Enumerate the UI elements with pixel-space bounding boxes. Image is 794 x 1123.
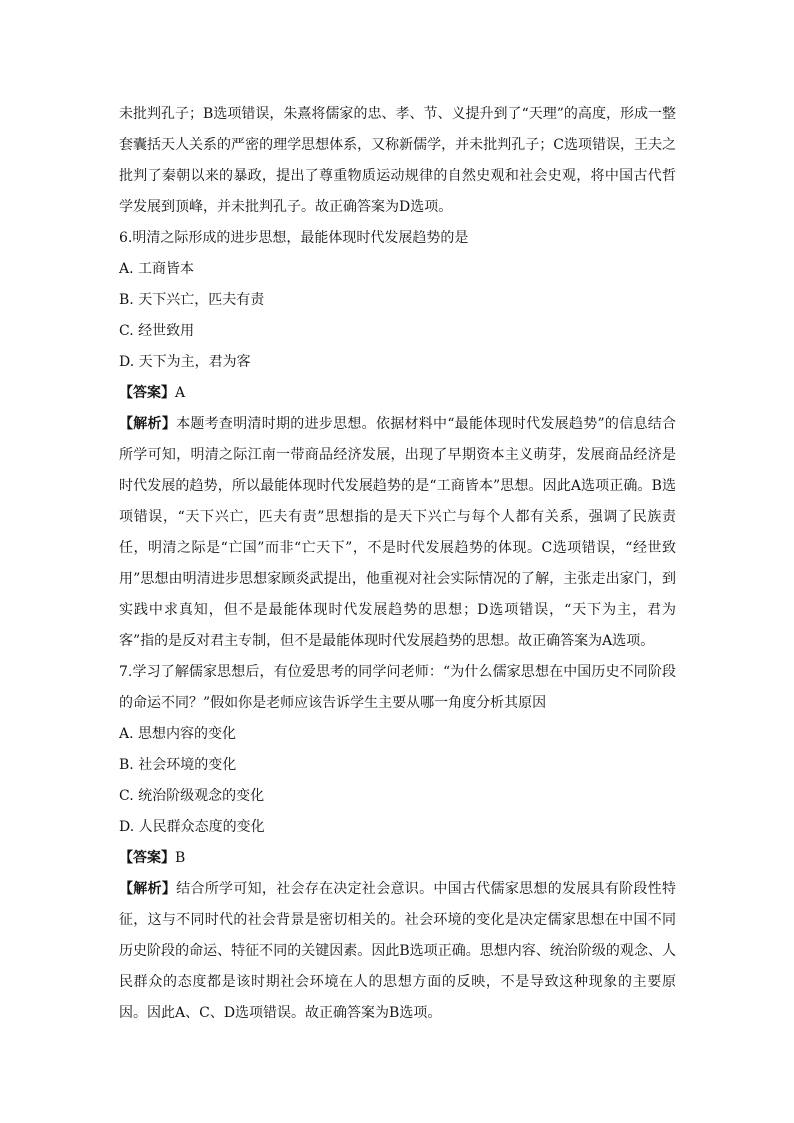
question-6-answer — [119, 378, 676, 409]
analysis-text: 本题考查明清时期的进步思想。依据材料中“最能体现时代发展趋势”的信息结合所学可知，明清之际江南一带商品经济发展，出现了早期资本主义萌芽，发展商品经济是时代发展的趋势，所以最能体现时代发展趋势的是“工商皆本”思想。因此A选项正确。B选项错误，“天下兴亡，匹夫有责”思想指的是天下兴亡与每个人都有关系，强调了民族责任，明清之际是“亡国”而非“亡天下”，不是时代发展趋势的体现。C选项错误，“经世致用”思想由明清进步思想家顾炎武提出，他重视对社会实际情况的了解，主张走出家门，到实践中求真知，但不是最能体现时代发展趋势的思想；D选项错误，“天下为主，君为客”指的是反对君主专制，但不是最能体现时代发展趋势的思想。故正确答案为A选项。 — [119, 416, 677, 649]
question-6-option-b: B. 天下兴亡，匹夫有责 — [119, 292, 265, 308]
analysis-label: 【解析】 — [119, 881, 177, 897]
question-6-analysis — [119, 409, 676, 657]
question-7-stem: 7.学习了解儒家思想后，有位爱思考的同学问老师：“为什么儒家思想在中国历史不同阶段的命运不同？”假如你是老师应该告诉学生主要从哪一角度分析其原因 — [119, 664, 676, 711]
question-6-option-c: C. 经世致用 — [119, 323, 195, 339]
page-content — [119, 99, 676, 1029]
question-7-option-d: D. 人民群众态度的变化 — [119, 819, 265, 835]
question-6-stem: 6.明清之际形成的进步思想，最能体现时代发展趋势的是 — [119, 230, 469, 246]
question-6-option-a: A. 工商皆本 — [119, 261, 195, 277]
question-7-option-b: B. 社会环境的变化 — [119, 757, 237, 773]
answer-value: A — [175, 385, 186, 401]
question-7-analysis — [119, 874, 676, 1029]
continuation-paragraph: 未批判孔子；B选项错误，朱熹将儒家的忠、孝、节、义提升到了“天理”的高度，形成一整套囊括天人关系的严密的理学思想体系，又称新儒学，并未批判孔子；C选项错误，王夫之批判了秦朝以来的暴政，提出了尊重物质运动规律的自然史观和社会史观，将中国古代哲学发展到顶峰，并未批判孔子。故正确答案为D选项。 — [119, 106, 676, 215]
question-7-option-a: A. 思想内容的变化 — [119, 726, 237, 742]
answer-label: 【答案】 — [119, 850, 175, 866]
question-7-answer — [119, 843, 676, 874]
answer-value: B — [175, 850, 186, 866]
analysis-text: 结合所学可知，社会存在决定社会意识。中国古代儒家思想的发展具有阶段性特征，这与不同时代的社会背景是密切相关的。社会环境的变化是决定儒家思想在中国不同历史阶段的命运、特征不同的关键因素。因此B选项正确。思想内容、统治阶级的观念、人民群众的态度都是该时期社会环境在人的思想方面的反映，不是导致这种现象的主要原因。因此A、C、D选项错误。故正确答案为B选项。 — [119, 881, 677, 1021]
question-7-option-c: C. 统治阶级观念的变化 — [119, 788, 265, 804]
analysis-label: 【解析】 — [119, 416, 177, 432]
answer-label: 【答案】 — [119, 385, 175, 401]
question-6-option-d: D. 天下为主，君为客 — [119, 354, 251, 370]
